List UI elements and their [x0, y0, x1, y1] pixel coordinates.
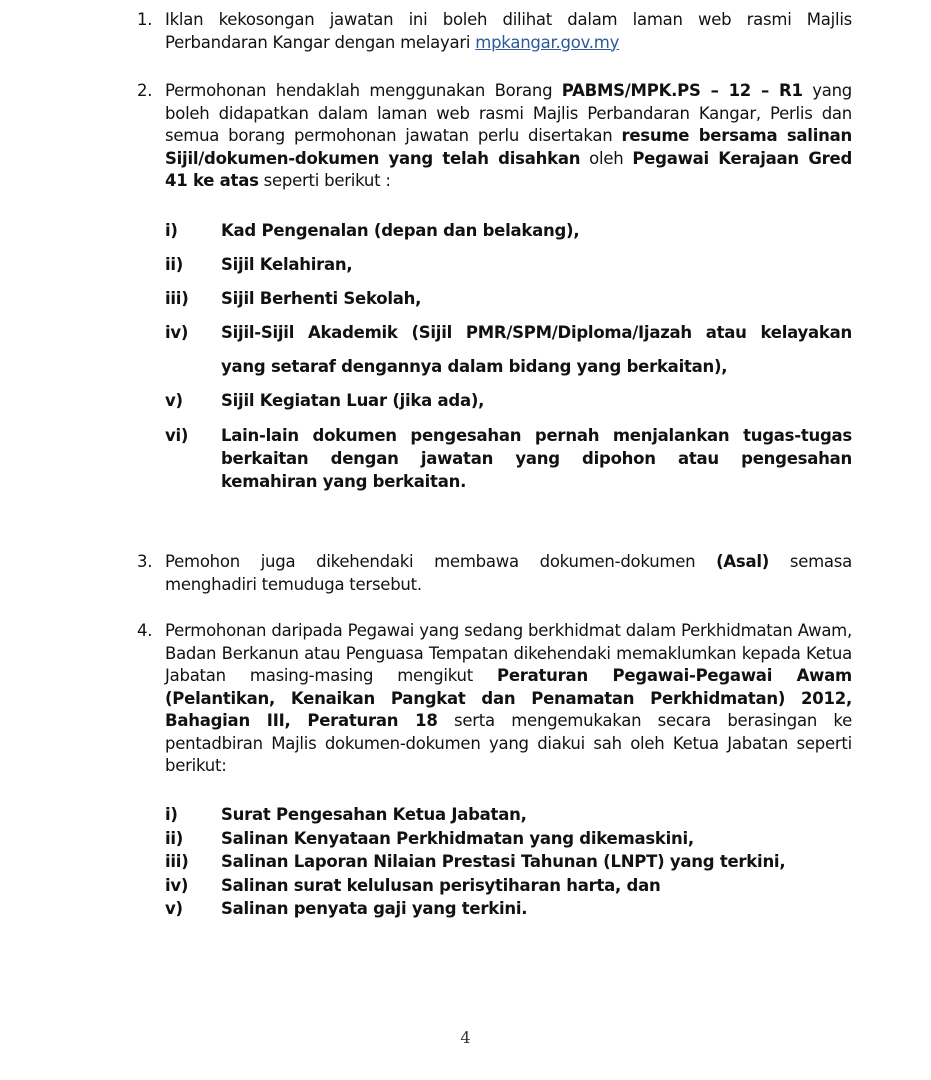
sub-item-numeral: ii)	[165, 255, 184, 274]
text-segment: Permohonan hendaklah menggunakan Borang	[165, 81, 562, 100]
sub-item-text: Salinan penyata gaji yang terkini.	[221, 899, 528, 918]
sub-item-numeral: iii)	[165, 289, 189, 308]
item-number: 4.	[137, 621, 153, 640]
required-documents-list	[165, 214, 852, 493]
item-text	[165, 551, 852, 596]
sub-item-numeral: i)	[165, 805, 178, 824]
list-item-3	[137, 551, 852, 596]
sub-item-numeral: ii)	[165, 828, 184, 848]
sub-item	[165, 214, 852, 248]
sub-item	[165, 827, 852, 851]
sub-item	[165, 424, 852, 493]
list-item-4	[137, 620, 852, 778]
website-link[interactable]: mpkangar.gov.my	[475, 32, 620, 52]
sub-item	[165, 282, 852, 316]
text-segment: serta mengemukakan secara berasingan ke pentadbiran Majlis dokumen-dokumen yang diakui sah oleh Ketua Jabatan seperti berikut:	[165, 711, 853, 775]
officer-documents-list	[165, 803, 852, 921]
bold-segment: Pegawai Kerajaan Gred 41 ke atas	[165, 148, 852, 190]
sub-item-text: Kad Pengenalan (depan dan belakang),	[221, 221, 580, 240]
text-segment: seperti berikut :	[258, 171, 391, 190]
sub-item-numeral: v)	[165, 391, 183, 410]
sub-item	[165, 874, 852, 898]
sub-item-text: Salinan Laporan Nilaian Prestasi Tahunan (LNPT) yang terkini,	[221, 852, 786, 871]
sub-item-text: Sijil-Sijil Akademik (Sijil PMR/SPM/Diploma/Ijazah atau kelayakan yang setaraf dengannya dalam bidang yang berkaitan),	[221, 323, 852, 376]
item-number: 3.	[137, 552, 153, 571]
regulation-reference: Peraturan Pegawai-Pegawai Awam (Pelantikan, Kenaikan Pangkat dan Penamatan Perkhidmatan) 2012, Bahagian III, Peraturan 18	[165, 666, 852, 730]
sub-item-numeral: iv)	[165, 323, 189, 342]
sub-item-text: Surat Pengesahan Ketua Jabatan,	[221, 805, 527, 824]
sub-item-numeral: iv)	[165, 875, 189, 895]
sub-item	[165, 316, 852, 384]
sub-item	[165, 897, 852, 921]
sub-item-numeral: iii)	[165, 852, 189, 871]
text-segment: Permohonan daripada Pegawai yang sedang berkhidmat dalam Perkhidmatan Awam, Badan Berkanun atau Penguasa Tempatan dikehendaki memaklumkan kepada Ketua Jabatan masing-masing mengikut	[165, 621, 852, 685]
sub-item	[165, 384, 852, 418]
page-number: 4	[460, 1028, 471, 1047]
sub-item-numeral: i)	[165, 221, 178, 240]
bold-segment: (Asal)	[716, 552, 770, 571]
sub-item-text: Sijil Kegiatan Luar (jika ada),	[221, 391, 485, 410]
sub-item-numeral: v)	[165, 899, 183, 918]
sub-item-text: Lain-lain dokumen pengesahan pernah menjalankan tugas-tugas berkaitan dengan jawatan yang dipohon atau pengesahan kemahiran yang berkaitan.	[221, 426, 852, 491]
sub-item-text: Sijil Kelahiran,	[221, 255, 353, 274]
item-text	[165, 80, 852, 193]
text-segment: semasa menghadiri temuduga tersebut.	[165, 552, 852, 594]
text-segment: yang boleh didapatkan dalam laman web rasmi Majlis Perbandaran Kangar, Perlis dan semua borang permohonan jawatan perlu disertakan	[165, 81, 852, 145]
sub-item	[165, 248, 852, 282]
sub-item-text: Sijil Berhenti Sekolah,	[221, 289, 422, 308]
text-segment: Iklan kekosongan jawatan ini boleh dilihat dalam laman web rasmi Majlis Perbandaran Kangar dengan melayari	[165, 10, 852, 52]
list-item-1	[137, 9, 852, 54]
bold-segment: resume bersama salinan Sijil/dokumen-dokumen yang telah disahkan	[165, 126, 852, 168]
sub-item	[165, 803, 852, 827]
list-item-2	[137, 80, 852, 193]
sub-item-numeral: vi)	[165, 426, 189, 445]
item-text	[165, 9, 852, 54]
item-number: 2.	[137, 81, 153, 100]
sub-item-text: Salinan Kenyataan Perkhidmatan yang dikemaskini,	[221, 828, 694, 848]
text-segment: Pemohon juga dikehendaki membawa dokumen-dokumen	[165, 552, 717, 571]
item-number: 1.	[137, 10, 153, 29]
text-segment: oleh	[580, 148, 633, 168]
form-code: PABMS/MPK.PS – 12 – R1	[561, 81, 803, 100]
item-text	[165, 620, 852, 778]
sub-item	[165, 850, 852, 874]
sub-item-text: Salinan surat kelulusan perisytiharan harta, dan	[221, 875, 661, 895]
